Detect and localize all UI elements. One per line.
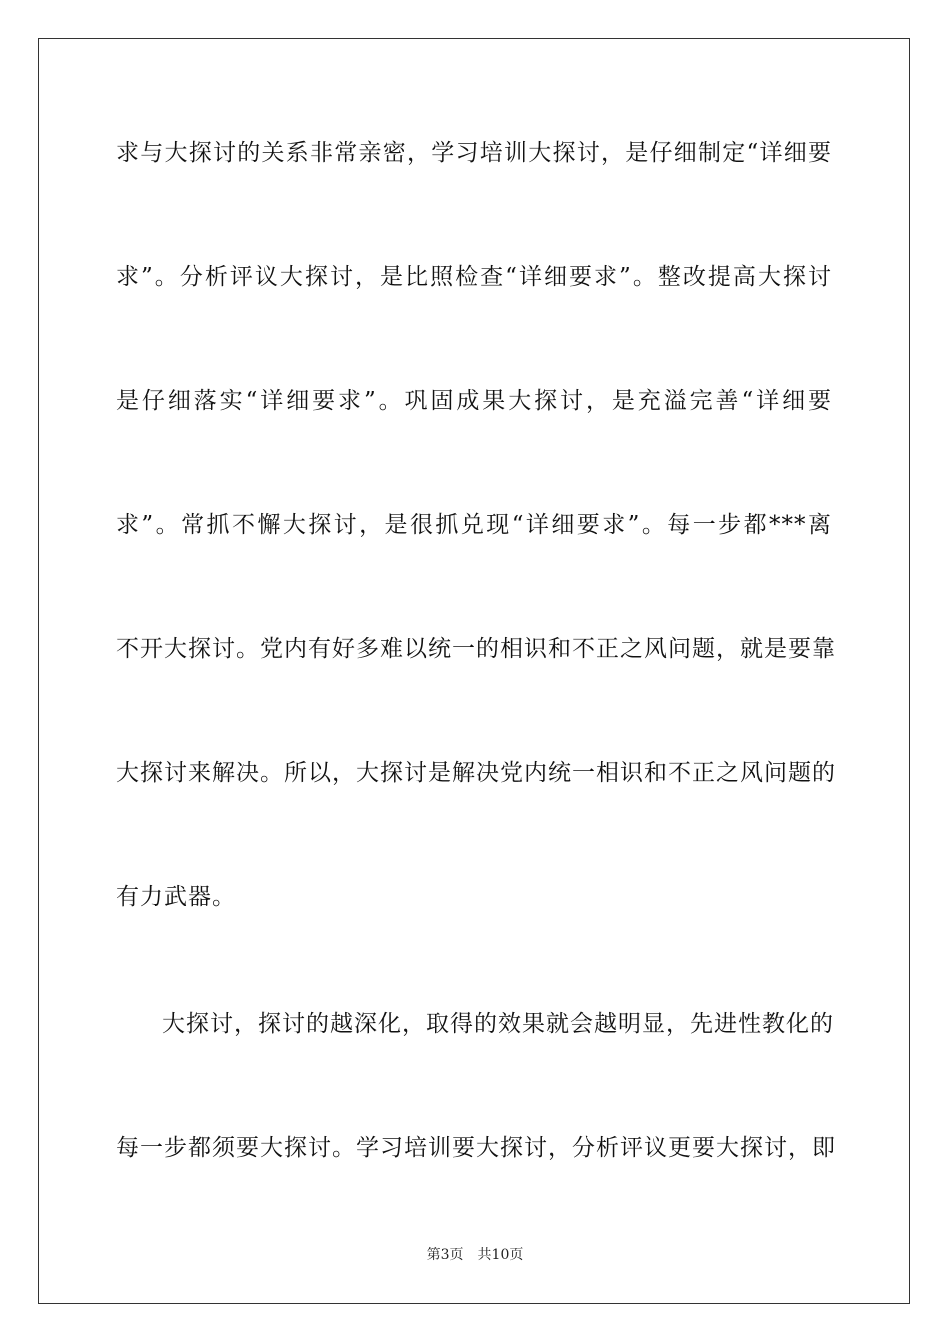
- text-line: 求”。分析评议大探讨，是比照检查“详细要求”。整改提高大探讨: [116, 264, 832, 290]
- page-footer: [0, 1246, 950, 1264]
- page-total: 共10页: [477, 1247, 524, 1263]
- text-line: 每一步都须要大探讨。学习培训要大探讨，分析评议更要大探讨，即: [116, 1135, 836, 1161]
- text-line: 求与大探讨的关系非常亲密，学习培训大探讨，是仔细制定“详细要: [116, 140, 832, 166]
- paragraph-first-line: 大探讨，探讨的越深化，取得的效果就会越明显，先进性教化的: [162, 1011, 834, 1037]
- page-number: 第3页: [426, 1247, 464, 1263]
- text-line: 大探讨来解决。所以，大探讨是解决党内统一相识和不正之风问题的: [116, 760, 836, 786]
- page-border: [38, 38, 910, 1304]
- text-line: 不开大探讨。党内有好多难以统一的相识和不正之风问题，就是要靠: [116, 636, 836, 662]
- text-line: 有力武器。: [116, 884, 236, 910]
- text-line: 是仔细落实“详细要求”。巩固成果大探讨，是充溢完善“详细要: [116, 388, 832, 414]
- text-line: 求”。常抓不懈大探讨，是很抓兑现“详细要求”。每一步都***离: [116, 512, 832, 538]
